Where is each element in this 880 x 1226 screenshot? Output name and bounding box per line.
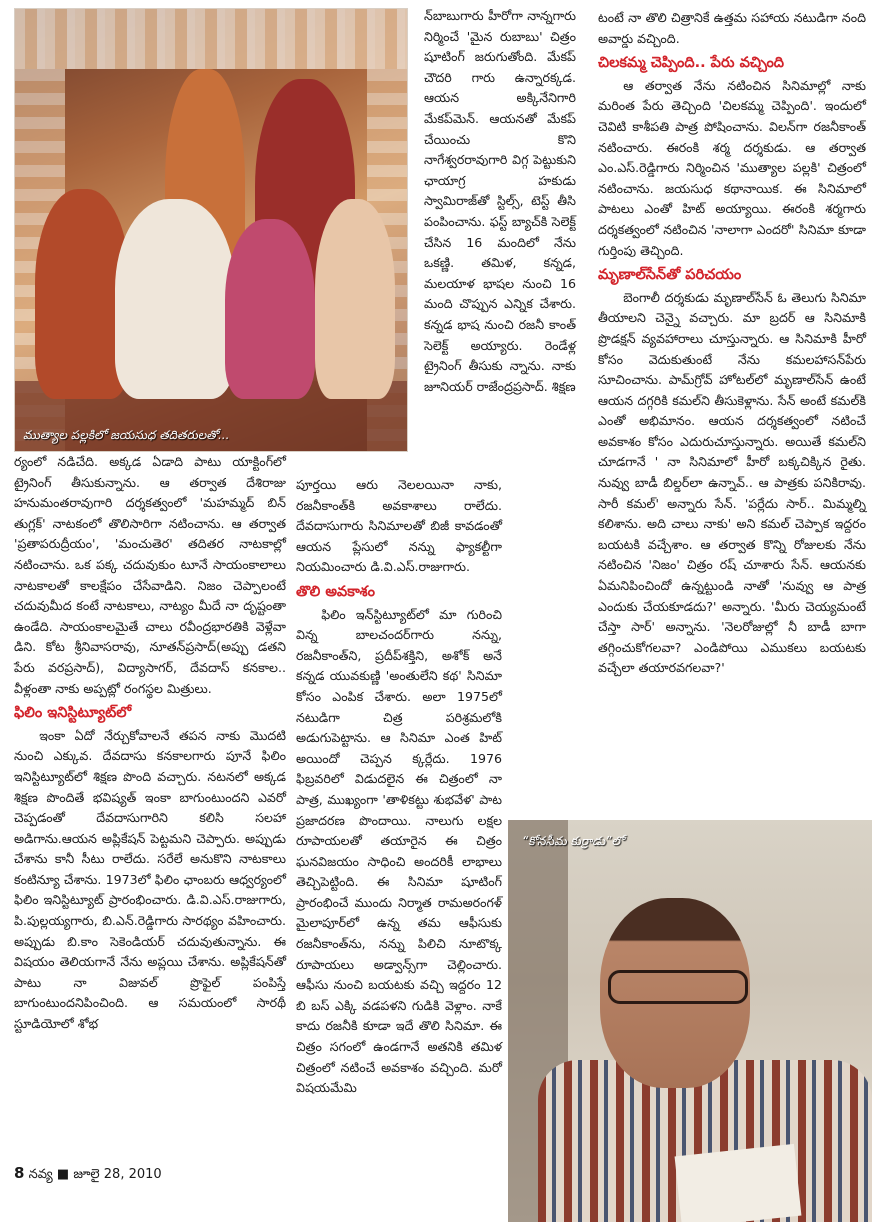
issue-date: జూలై 28, 2010 bbox=[73, 1167, 162, 1182]
article-column-3 bbox=[598, 8, 866, 679]
footer-separator: ■ bbox=[56, 1167, 70, 1182]
article-paragraph: న్‌బాబుగారు హీరోగా నాన్నగారు నిర్మించే 'మైన రుబాబు' చిత్రం షూటింగ్ జరుగుతోంది. మేకప్ చౌదరి గారు ఉన్నారక్కడ. ఆయన అక్కినేనిగారి మేకప్‌మెన్. ఆయనతో మేకప్ చేయించు కొని నాగేశ్వరరావుగారి విగ్గ పెట్టుకుని ఛాయాగ్ర హకుడు స్వామిరాజ్‌తో స్టిల్స్, టెస్ట్ తీసి పంపించాను. ఫస్ట్ బ్యాచ్‌కి సెలెక్ట్ చేసిన 16 మందిలో నేను ఒకణ్ణి. తమిళ, కన్నడ, మలయాళ భాషల నుంచి 16 మంది చొప్పున ఎన్నిక చేశారు. కన్నడ భాష నుంచి రజనీ కాంత్ సెలెక్ట్ అయ్యారు. రెండేళ్ల ట్రైనింగ్ తీసుకు న్నాను. నాకు జూనియర్ రాజేంద్రప్రసాద్. శిక్షణ bbox=[424, 8, 576, 394]
section-heading: ఫిలిం ఇనిస్టిట్యూట్‌లో bbox=[14, 705, 132, 722]
section-heading: తొలి అవకాశం bbox=[296, 583, 375, 600]
portrait-photo bbox=[508, 820, 872, 1222]
wedding-scene-photo bbox=[14, 8, 408, 452]
page-number: 8 bbox=[14, 1164, 25, 1182]
article-paragraph: బెంగాలీ దర్శకుడు మృణాల్‌సేన్ ఓ తెలుగు సినిమా తీయాలని చెన్నై వచ్చారు. మా బ్రదర్ ఆ సినిమాకి ప్రొడక్షన్ వ్యవహారాలు చూస్తున్నారు. ఆ సినిమాకి హీరో కోసం వెదుకుతుంటే నేను కమలహాసన్‌పేరు సూచించాను. పామ్‌గ్రోవ్ హోటల్‌లో మృణాల్‌సేన్ ఉంటే ఆయన దగ్గరికి కమల్‌ని తీసుకెళ్లాను. సేన్ అంటే కమల్‌కి ఎంతో అభిమానం. ఆయన దర్శకత్వంలో నటించే అవకాశం కోసం ఎదురుచూస్తున్నారు. అయితే కమల్‌ని చూడగానే ' నా సినిమాలో హీరో బక్కచిక్కిన రైతు. నువ్వు బాడీ బిల్డర్‌లా ఉన్నావ్.. ఆ పాత్రకు పనికిరావు. సారీ కమల్' అన్నారు సేన్. 'పర్లేదు సార్.. మిమ్మల్ని కలిశాను. అది చాలు నాకు' అని కమల్ చెప్పాక ఇద్దరం బయటకి వచ్చేశాం. ఆ తర్వాత కొన్ని రోజులకు నేను నటించిన 'నిజం' చిత్రం రష్ చూశారు సేన్. ఆయనకు ఏమనిపించిందో ఉన్నట్టుండి నాతో 'నువ్వు ఆ పాత్ర ఎందుకు చేయకూడదు?' అన్నారు. 'మీరు చెయ్యమంటే చేస్తా సార్' అన్నాను. 'నెలరోజుల్లో నీ బాడీ బాగా తగ్గించుకోగలవా? ఎండిపోయి ఎముకలు బయటకు వచ్చేలా తయారవగలవా?' bbox=[598, 289, 866, 676]
photo-caption: “కోనసీమ కుర్రాడు”లో bbox=[522, 834, 624, 848]
article-column-2-top bbox=[424, 6, 576, 397]
photo-caption: ముత్యాల పల్లకిలో జయసుధ తదితరులతో... bbox=[23, 428, 230, 442]
article-paragraph: ఆ తర్వాత నేను నటించిన సినిమాల్లో నాకు మరింత పేరు తెచ్చింది 'చిలకమ్మ చెప్పింది'. ఇందులో చెవిటి కాశీపతి పాత్ర పోషించాను. విలన్‌గా రజనీకాంత్ నటించారు. ఈరంకి శర్మ దర్శకుడు. ఆ తర్వాత ఎం.ఎస్.రెడ్డిగారు నిర్మించిన 'ముత్యాల పల్లకి' చిత్రంలో నటించాను. జయసుధ కథానాయిక. ఈ సినిమాలో పాటలు ఎంతో హిట్ అయ్యాయి. ఈరంకి శర్మగారు దర్శకత్వంలో నటించిన 'నాలాగా ఎందరో' సినిమా కూడా గుర్తింపు తెచ్చింది. bbox=[598, 77, 866, 258]
article-column-1 bbox=[14, 452, 286, 1035]
article-paragraph: పూర్తయి ఆరు నెలలయినా నాకు, రజనీకాంత్‌కి అవకాశాలు రాలేదు. దేవదాసుగారు సినిమాలతో బిజీ కావడంతో ఆయన ప్లేసులో నన్ను ఫ్యాకల్టీగా నియమించారు డి.వి.ఎస్.రాజుగారు. bbox=[296, 477, 502, 575]
article-paragraph: టంటే నా తొలి చిత్రానికే ఉత్తమ సహాయ నటుడిగా నంది అవార్డు వచ్చింది. bbox=[598, 10, 866, 46]
article-paragraph: ఇంకా ఏదో నేర్చుకోవాలనే తపన నాకు మొదటి నుంచి ఎక్కువ. దేవదాసు కనకాలగారు పూనే ఫిలిం ఇనిస్టిట్యూట్‌లో శిక్షణ పొంది వచ్చారు. నటనలో అక్కడ శిక్షణ పొందితే భవిష్యత్ ఇంకా బాగుంటుందని ఎవరో చెప్పడంతో దేవదాసుగారిని కలిసి సలహా అడిగాను.ఆయన అప్లికేషన్ పెట్టమని చెప్పారు. అప్పుడు చేశాను కానీ సీటు రాలేదు. సరేలే అనుకొని నాటకాలు కంటిన్యూ చేశాను. 1973లో ఫిలిం ఛాంబరు ఆధ్వర్యంలో ఫిలిం ఇనిస్టిట్యూట్ ప్రారంభించారు. డి.వి.ఎస్.రాజుగారు, పి.పుల్లయ్యగారు, బి.ఎన్.రెడ్డిగారు సారథ్యం వహించారు. అప్పుడు బి.కాం సెకెండియర్ చదువుతున్నాను. ఈ విషయం తెలియగానే నేను అప్లయి చేశాను. అప్లికేషన్‌తో పాటు నా విజువల్ ప్రొఫైల్ పంపిస్తే బాగుంటుందనిపించింది. ఆ సమయంలో సారథీ స్టూడియోలో శోభ bbox=[14, 727, 286, 1032]
section-heading: మృణాల్‌సేన్‌తో పరిచయం bbox=[598, 267, 742, 284]
magazine-name: నవ్య bbox=[28, 1167, 53, 1182]
article-paragraph: ర్యంలో నడిచేది. అక్కడ ఏడాది పాటు యాక్టింగ్‌లో ట్రైనింగ్ తీసుకున్నాను. ఆ తర్వాత దేశిరాజు హనుమంతరావుగారి దర్శకత్వంలో 'మహమ్మద్ బిన్ తుగ్లక్' నాటకంలో తొలిసారిగా నటించాను. ఆ తర్వాత 'ప్రతాపరుద్రీయం', 'మంచుతెర' తదితర నాటకాల్లో నటించాను. ఒక పక్క చదువుకుం టూనే సాయంకాలాలు నాటకాలతో కాలక్షేపం చేసేవాడిని. నిజం చెప్పాలంటే చదువుమీద కంటే నాటకాలు, నాట్యం మీదే నా దృష్టంతా ఉండేది. సాయంకాలమైతే చాలు రవీంద్రభారతికి వెళ్లేవా డిని. కోట శ్రీనివాసరావు, నూతన్‌ప్రసాద్(అప్పు డతని పేరు వరప్రసాద్), విద్యాసాగర్, దేవదాస్ కనకాల.. వీళ్లంతా నాకు అప్పట్లో రంగస్థల మిత్రులు. bbox=[14, 454, 286, 696]
article-paragraph: ఫిలిం ఇన్‌స్టిట్యూట్‌లో మా గురించి విన్న బాలచందర్‌గారు నన్ను, రజనీకాంత్‌ని, ప్రదీప్‌శక్తిని, అశోక్ అనే కన్నడ యువకుణ్ణి 'అంతులేని కథ' సినిమా కోసం ఎంపిక చేశారు. అలా 1975లో నటుడిగా చిత్ర పరిశ్రమలోకి అడుగుపెట్టాను. ఆ సినిమా ఎంత హిట్ అయిందో చెప్పన క్కర్లేదు. 1976 ఫిబ్రవరిలో విడుదలైన ఈ చిత్రంలో నా పాత్ర, ముఖ్యంగా 'తాళికట్టు శుభవేళ' పాట ప్రజాదరణ పొందాయి. నాలుగు లక్షల రూపాయలతో తయారైన ఈ చిత్రం ఘనవిజయం సాధించి అందరికీ లాభాలు తెచ్చిపెట్టింది. ఈ సినిమా షూటింగ్ ప్రారంభించే ముందు నిర్మాత రామఅరంగళ్ మైలాపూర్‌లో ఉన్న తమ ఆఫీసుకు రజనీకాంత్‌ను, నన్ను పిలిచి నూటొక్క రూపాయలు అడ్వాన్స్‌గా చెల్లించారు. ఆఫీసు నుంచి బయటకు వచ్చి ఇద్దరం 12 బి బస్ ఎక్కి వడపళని గుడికి వెళ్లాం. నాకే కాదు రజనీకి కూడా ఇదే తొలి సినిమా. ఈ చిత్రం సగంలో ఉండగానే అతనికి తమిళ చిత్రంలో నటించే అవకాశం వచ్చింది. మరో విషయమేమి bbox=[296, 606, 502, 1096]
section-heading: చిలకమ్మ చెప్పింది.. పేరు వచ్చింది bbox=[598, 55, 785, 72]
article-column-2-bottom bbox=[296, 475, 502, 1099]
page-footer bbox=[14, 1164, 162, 1185]
